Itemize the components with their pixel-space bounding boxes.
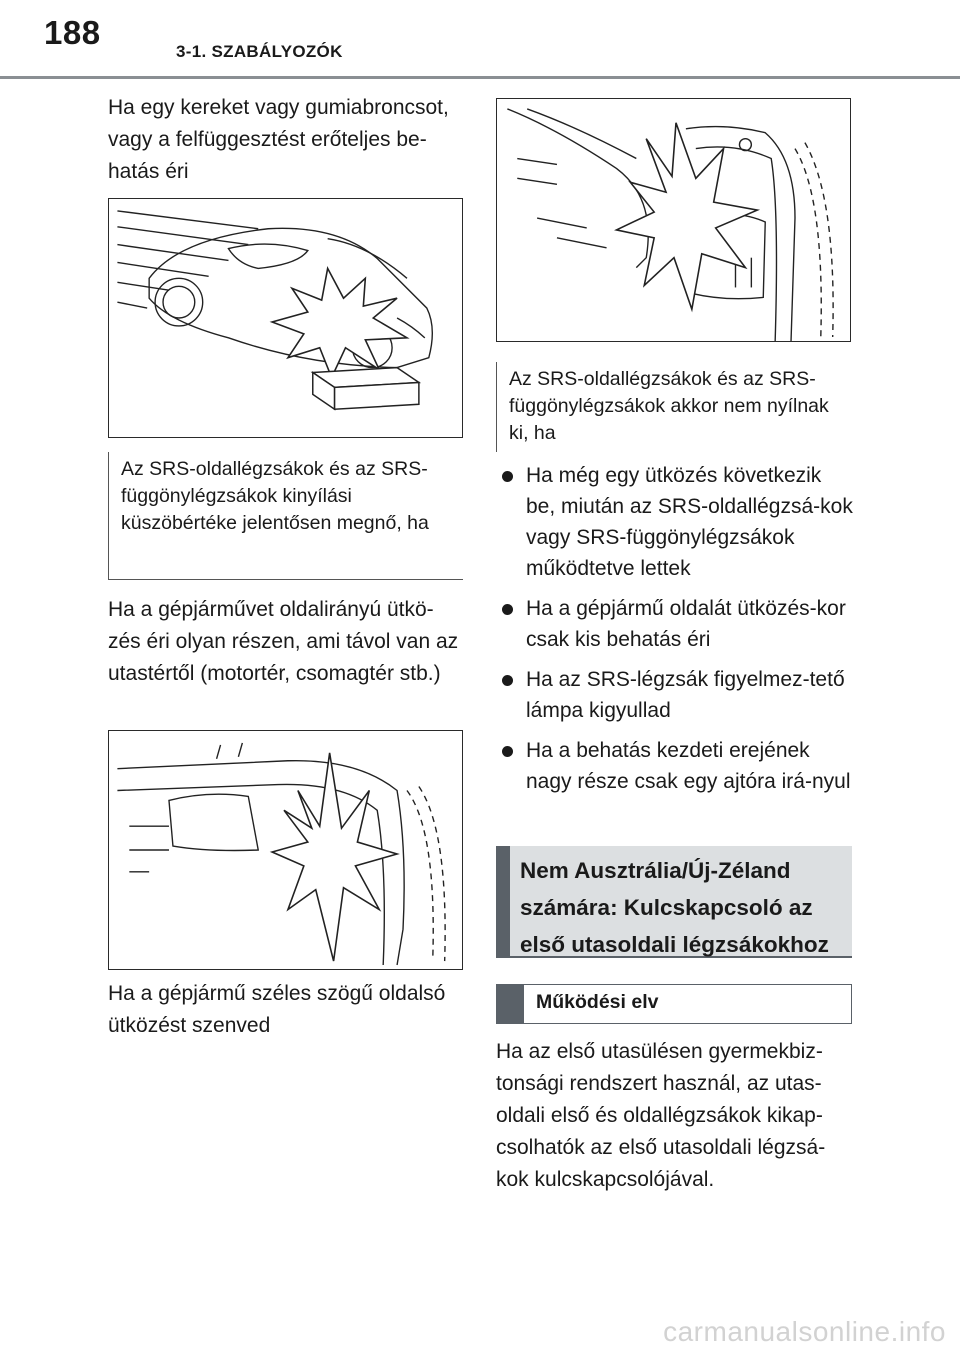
list-item: Ha a behatás kezdeti erejének nagy része csak egy ajtóra irá-nyul [496,735,856,797]
section-title: 3-1. SZABÁLYOZÓK [176,42,343,61]
list-item: Ha az SRS-légzsák figyelmez-tető lámpa kigyullad [496,664,856,726]
caption-threshold-increase: Az SRS-oldallégzsákok és az SRS-függönylégzsákok kinyílási küszöbértéke jelentősen megnő, ha [108,452,463,580]
sub-heading: Működési elv [496,984,852,1024]
watermark: carmanualsonline.info [663,1316,946,1347]
caption-not-deploy: Az SRS-oldallégzsákok és az SRS-függönylégzsákok akkor nem nyílnak ki, ha [496,362,851,452]
car-wheel-impact-illustration [109,199,462,437]
figure-wheel-impact [108,198,463,438]
section-heading: Nem Ausztrália/Új-Zéland számára: Kulcskapcsoló az első utasoldali légzsákokhoz [496,846,852,958]
figure-angle-impact [496,98,851,342]
header-rule [0,76,960,79]
list-item: Ha a gépjármű oldalát ütközés-kor csak kis behatás éri [496,593,856,655]
bullet-icon [502,604,513,615]
intro-paragraph: Ha egy kereket vagy gumiabroncsot, vagy a felfüggesztést erőteljes be-hatás éri [108,96,449,183]
paragraph-angle-impact: Ha a gépjármű széles szögű oldalsó ütközést szenved [108,982,446,1037]
figure-side-engine-impact [108,730,463,970]
bullet-icon [502,471,513,482]
paragraph-engine-impact: Ha a gépjárművet oldalirányú ütkö-zés éri olyan részen, ami távol van az utastértől (motortér, csomagtér stb.) [108,598,459,685]
list-item: Ha még egy ütközés következik be, miután az SRS-oldallégzsá-kok vagy SRS-függönylégzsákok működtetve lettek [496,460,856,584]
page-number: 188 [44,14,101,51]
bullet-list [496,460,856,806]
bullet-icon [502,675,513,686]
bullet-icon [502,746,513,757]
car-side-engine-impact-illustration [109,731,462,969]
car-angle-impact-illustration [497,99,850,341]
closing-paragraph: Ha az első utasülésen gyermekbiz-tonsági rendszert használ, az utas-oldali első és oldallégzsákok kikap-csolhatók az első utasoldali légzsá-kok kulcskapcsolójával. [496,1040,826,1191]
